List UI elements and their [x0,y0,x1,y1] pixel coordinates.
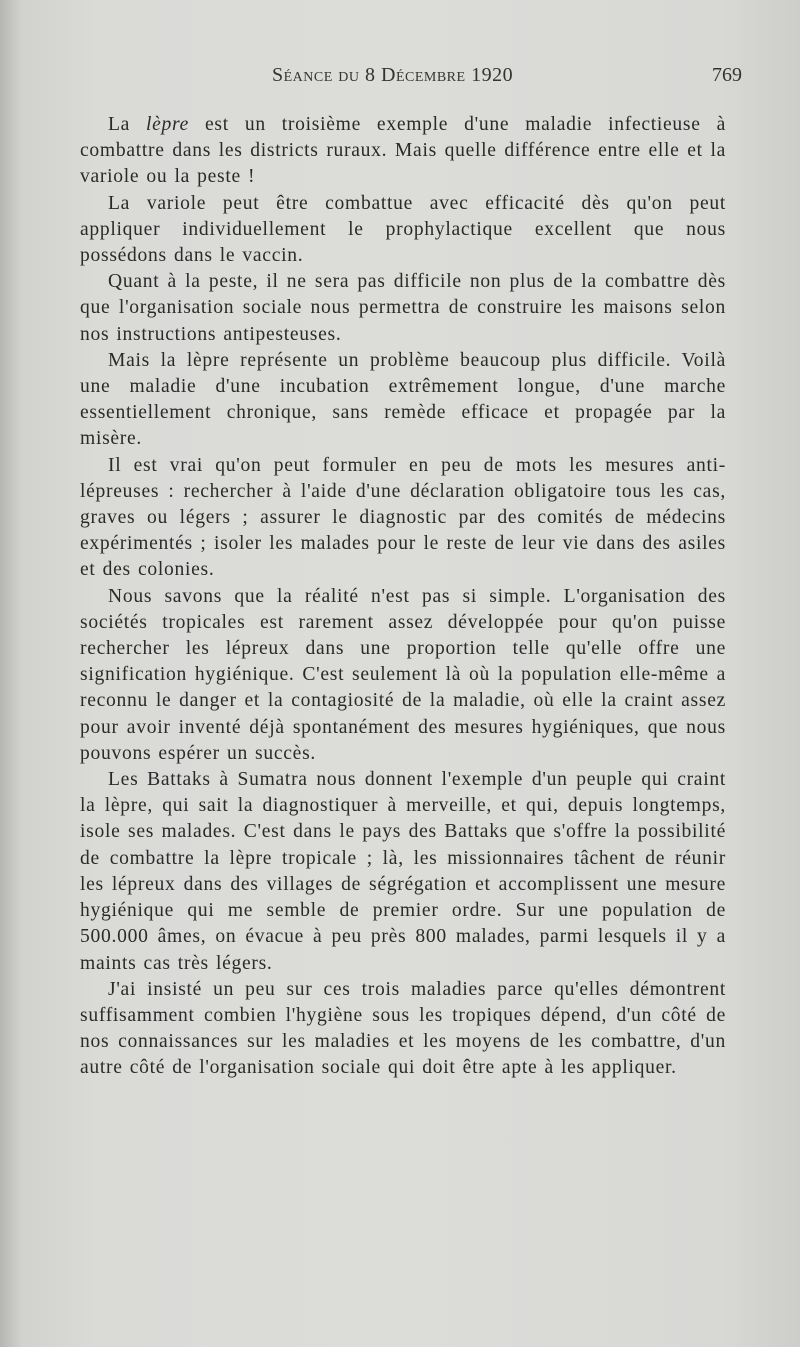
paragraph: Mais la lèpre représente un problème beaucoup plus difficile. Voilà une maladie d'une incubation extrêmement longue, d'une marche essentiellement chronique, sans remède efficace et propagée par la misère. [80,349,726,450]
paragraph: Les Battaks à Sumatra nous donnent l'exemple d'un peuple qui craint la lèpre, qui sait la diagnostiquer à merveille, et qui, depuis longtemps, isole ses malades. C'est dans le pays des Battaks que s'offre la possibilité de combattre la lèpre tropicale ; là, les missionnaires tâchent de réunir les lépreux dans des villages de ségrégation et accomplissent une mesure hygiénique qui me semble de premier ordre. Sur une population de 500.000 âmes, on évacue à peu près 800 malades, parmi lesquels il y a maints cas très légers. [80,769,726,974]
paragraph-text: est un troisième exemple d'une maladie infectieuse à combattre dans les districts ruraux. Mais quelle différence entre elle et la variole ou la peste ! [80,114,726,188]
page-header [120,64,742,94]
body-text [80,112,726,1082]
paragraph: Quant à la peste, il ne sera pas difficile non plus de la combattre dès que l'organisation sociale nous permettra de construire les maisons selon nos instructions antipesteuses. [80,271,726,345]
italic-term: lèpre [146,114,190,135]
paragraph: Il est vrai qu'on peut formuler en peu de mots les mesures anti-lépreuses : rechercher à l'aide d'une déclaration obligatoire tous les cas, graves ou légers ; assurer le diagnostic par des comités de médecins expérimentés ; isoler les malades pour le reste de leur vie dans des asiles et des colonies. [80,454,726,581]
page-number: 769 [712,64,742,86]
paragraph: Nous savons que la réalité n'est pas si simple. L'organisation des sociétés tropicales est rarement assez développée pour qu'on puisse rechercher les lépreux dans une proportion telle qu'elle offre une signification hygiénique. C'est seulement là où la population elle-même a reconnu le danger et la contagiosité de la maladie, où elle la craint assez pour avoir inventé déjà spontanément des mesures hygiéniques, que nous pouvons espérer un succès. [80,585,726,764]
paragraph: J'ai insisté un peu sur ces trois maladies parce qu'elles démontrent suffisamment combien l'hygiène sous les tropiques dépend, d'un côté de nos connaissances sur les maladies et les moyens de les combattre, d'un autre côté de l'organisation sociale qui doit être apte à les appliquer. [80,978,726,1079]
running-title: Séance du 8 Décembre 1920 [272,64,514,86]
paragraph [80,112,726,191]
page-gutter-shadow [0,0,22,1347]
paragraph: La variole peut être combattue avec efficacité dès qu'on peut appliquer individuellement le prophylactique excellent que nous possédons dans le vaccin. [80,192,726,267]
paragraph-lead: La [108,114,147,135]
